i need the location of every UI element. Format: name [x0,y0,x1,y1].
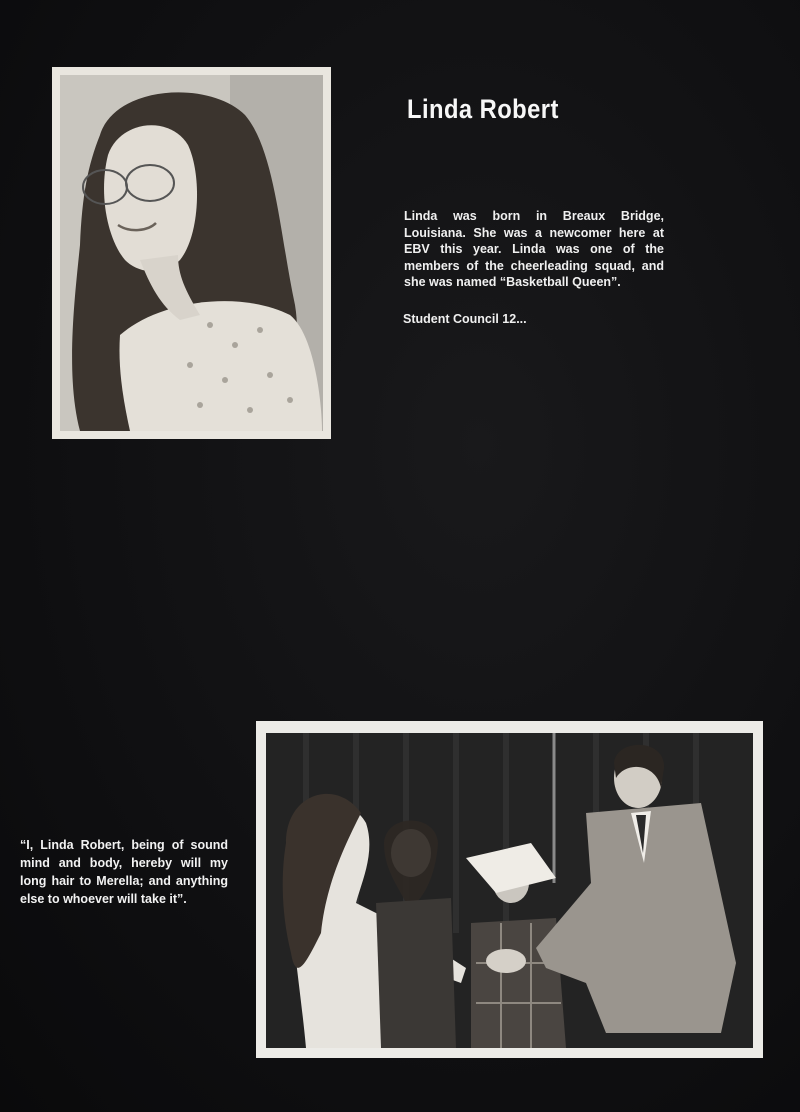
portrait-image [60,75,323,431]
candid-image [266,733,753,1048]
candid-photo [256,721,763,1058]
student-bio: Linda was born in Breaux Bridge, Louisiana. She was a newcomer here at EBV this year. Linda was one of the members of the cheerleading squad, and she was named “Basketball Queen”. [404,209,664,289]
student-activities: Student Council 12... [403,312,527,326]
portrait-illustration [60,75,323,431]
senior-will-quote: “I, Linda Robert, being of sound mind and body, hereby will my long hair to Merella; and anything else to whoever will take it”. [20,838,228,906]
candid-illustration [266,733,753,1048]
student-name-heading: Linda Robert [407,94,559,124]
portrait-photo [52,67,331,439]
